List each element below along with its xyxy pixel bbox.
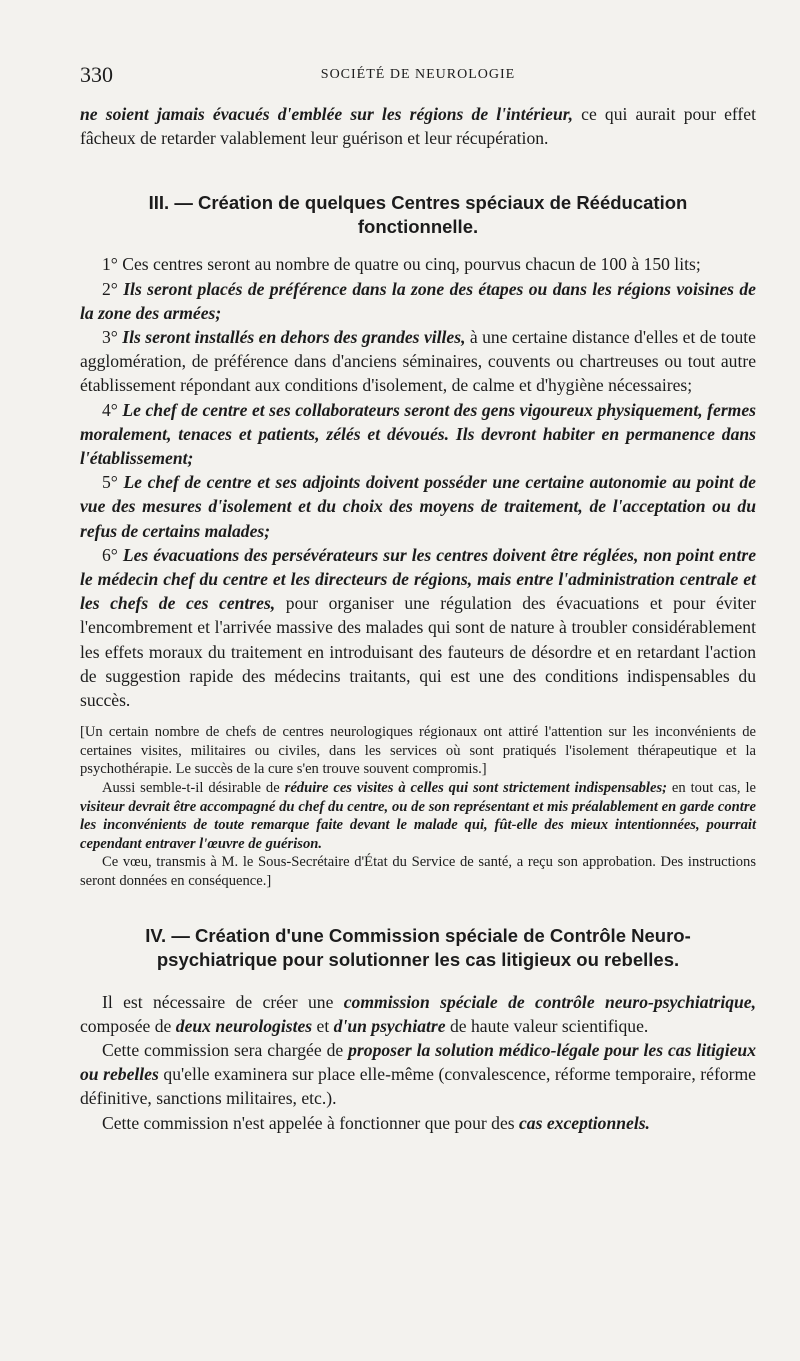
text-run: pour organiser une régulation des évacuations et pour éviter l'encombrement et l'arrivée massive des malades qui sont de nature à troubler considérablement les effets moraux du traitement en introduisant des fauteurs de désordre et en retardant l'action de suggestion rapide des médecins traitants, qui est une des conditions indispensables du succès. (80, 593, 756, 711)
text-run: et (312, 1015, 334, 1036)
emphasized-text: Ils seront placés de préférence dans la zone des étapes ou dans les régions voisines de la zone des armées; (80, 278, 756, 323)
running-head: SOCIÉTÉ DE NEUROLOGIE (320, 67, 516, 82)
text-run: Il est nécessaire de créer une (102, 991, 344, 1012)
emphasized-text: Le chef de centre et ses adjoints doivent posséder une certaine autonomie au point de vue des mesures d'isolement et du choix des moyens de traitement, de l'acceptation ou du refus de certains malades; (80, 472, 756, 541)
text-run: en tout cas, le (667, 780, 756, 797)
text-run: 4° (102, 399, 123, 420)
text-run: Ce vœu, transmis à M. le Sous-Secrétaire d'État du Service de santé, a reçu son approbation. Des instructions seront données en conséquence.] (80, 854, 756, 890)
emphasized-text: Le chef de centre et ses collaborateurs seront des gens vigoureux physiquement, fermes moralement, tenaces et patients, zélés et dévoués. Ils devront habiter en permanence dans l'établissement; (80, 399, 757, 469)
list-item (80, 252, 756, 276)
note-paragraph (80, 779, 756, 853)
text-run: ce qui aurait pour effet fâcheux de retarder valablement leur guérison et leur récupération. (80, 104, 756, 149)
text-run: [Un certain nombre de chefs de centres neurologiques régionaux ont attiré l'attention sur les inconvénients de certaines visites, militaires ou civiles, dans les services où sont pratiqués l'isolement thérapeutique et la psychothérapie. Le succès de la cure s'en trouve souvent compromis.] (80, 724, 756, 778)
body-paragraph (80, 990, 756, 1038)
text-run: 2° (102, 278, 124, 299)
page-number: 330 (80, 62, 113, 87)
list-item (80, 398, 756, 471)
emphasized-text: ne soient jamais évacués d'emblée sur les régions de l'intérieur, (80, 104, 574, 124)
emphasized-text: d'un psychiatre (333, 1015, 446, 1036)
list-item (80, 325, 756, 398)
text-run: à une certaine distance d'elles et de toute agglomération, de préférence dans d'anciens séminaires, couvents ou chartreuses ou tout autre établissement répondant aux conditions d'isolement, de calme et d'hygiène nécessaires; (80, 327, 756, 396)
note-paragraph (80, 723, 756, 779)
text-run: Cette commission sera chargée de (102, 1040, 349, 1061)
emphasized-text: visiteur devrait être accompagné du chef du centre, ou de son représentant et mis préalablement en garde contre les inconvénients de toute remarque faite devant le malade qui, fût-elle des mieux intentionnées, pourrait cependant entraver l'œuvre de guérison. (80, 798, 756, 852)
note-paragraph (80, 853, 756, 890)
emphasized-text: cas exceptionnels. (519, 1112, 650, 1133)
text-run: 3° (102, 327, 123, 348)
text-run: 1° Ces centres seront au nombre de quatre ou cinq, pourvus chacun de 100 à 150 lits; (102, 254, 701, 275)
text-run: de haute valeur scientifique. (445, 1015, 649, 1036)
text-run: qu'elle examinera sur place elle-même (convalescence, réforme temporaire, réforme définitive, sanctions militaires, etc.). (80, 1064, 756, 1109)
page-header (80, 62, 756, 92)
text-run: 5° (102, 472, 124, 493)
text-run: composée de (80, 1015, 176, 1036)
editorial-note (80, 723, 756, 890)
body-paragraph (80, 1038, 756, 1111)
list-item (80, 277, 756, 325)
body-paragraph (80, 1111, 756, 1135)
section-heading-iv: IV. — Création d'une Commission spéciale de Contrôle Neuro-psychiatrique pour solutionner les cas litigieux ou rebelles. (145, 924, 691, 970)
emphasized-text: réduire ces visites à celles qui sont strictement indispensables; (284, 780, 667, 797)
emphasized-text: commission spéciale de contrôle neuro-psychiatrique, (343, 991, 756, 1012)
intro-paragraph (80, 102, 756, 150)
list-item (80, 470, 756, 543)
page-body (80, 102, 756, 1135)
emphasized-text: deux neurologistes (175, 1015, 313, 1036)
text-run: Aussi semble-t-il désirable de (102, 780, 285, 797)
list-item (80, 543, 756, 712)
text-run: Cette commission n'est appelée à fonctionner que pour des (102, 1112, 519, 1133)
emphasized-text: proposer la solution médico-légale pour les cas litigieux ou rebelles (80, 1040, 757, 1085)
emphasized-text: Ils seront installés en dehors des grandes villes, (122, 327, 466, 348)
section-heading-iii: III. — Création de quelques Centres spéciaux de Rééducation fonctionnelle. (148, 192, 688, 238)
emphasized-text: Les évacuations des persévérateurs sur les centres doivent être réglées, non point entre le médecin chef du centre et les directeurs de régions, mais entre l'administration centrale et les chefs de ces centres, (80, 544, 757, 614)
text-run: 6° (102, 544, 123, 565)
